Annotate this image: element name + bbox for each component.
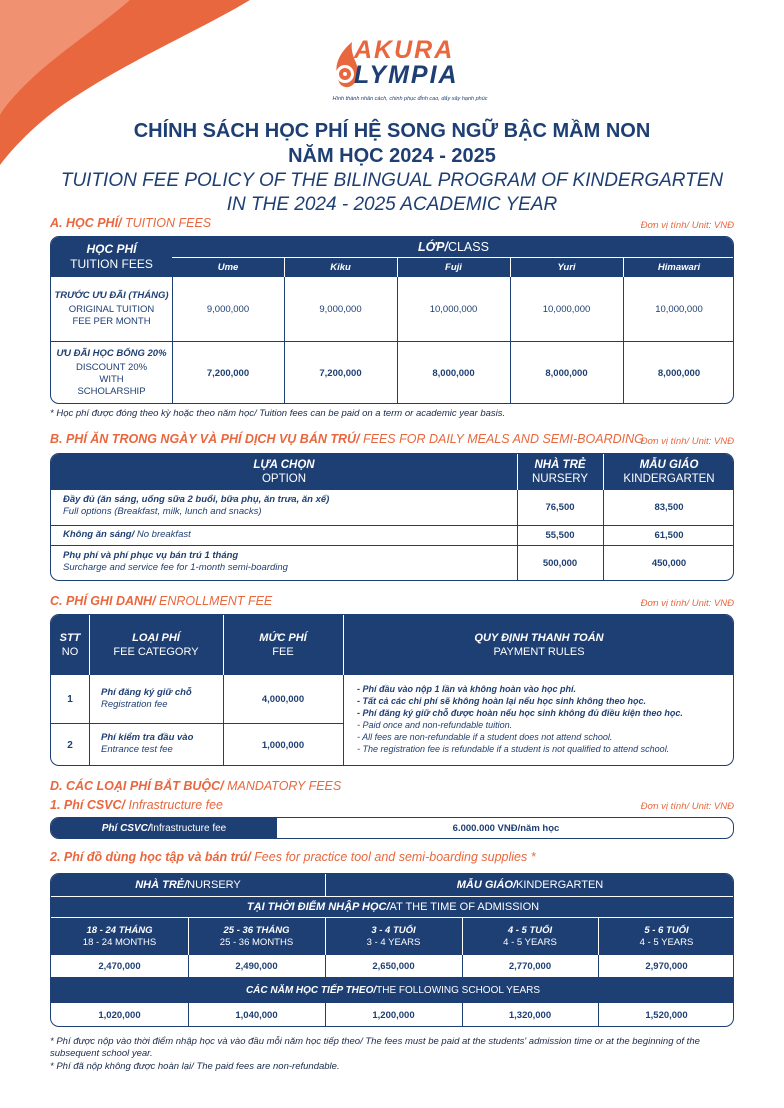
- divider: [89, 675, 90, 766]
- logo-tagline: Hình thành nhân cách, chinh phục đỉnh cao, dấy xây hạnh phúc: [332, 96, 488, 102]
- supplies-header-kinder: [325, 874, 734, 896]
- category-en: Registration fee: [101, 699, 168, 710]
- nursery-vi: NHÀ TRẺ/: [135, 879, 188, 891]
- section-a-title-en: TUITION FEES: [121, 216, 212, 230]
- class-header-en: CLASS: [447, 240, 489, 254]
- age-group: [188, 918, 325, 955]
- tuition-note: [50, 408, 505, 420]
- rule-vi: - Phí đầu vào nộp 1 lần và không hoàn vào học phí.: [357, 684, 577, 694]
- title-vi-line1: CHÍNH SÁCH HỌC PHÍ HỆ SONG NGỮ BẬC MẦM NON: [133, 120, 651, 142]
- rules-en: PAYMENT RULES: [493, 646, 585, 658]
- admission-fee-value: 2,970,000: [645, 960, 688, 972]
- infrastructure-subtitle: [50, 798, 223, 812]
- school-logo: [330, 34, 490, 110]
- category-en: Entrance test fee: [101, 744, 173, 755]
- divider: [325, 918, 326, 955]
- csvc-label-vi: Phí CSVC/: [101, 822, 151, 834]
- row-label-en: ORIGINAL TUITION FEE PER MONTH: [68, 304, 155, 327]
- header-fee: [223, 615, 343, 675]
- age-en: 4 - 5 YEARS: [503, 936, 557, 948]
- age-vi: 5 - 6 TUỔI: [644, 924, 689, 936]
- age-en: 3 - 4 YEARS: [366, 936, 421, 948]
- following-vi: CÁC NĂM HỌC TIẾP THEO/: [245, 984, 377, 996]
- following-fee-value: 1,020,000: [98, 1010, 141, 1021]
- fee-en: FEE: [272, 646, 294, 658]
- logo-text-bottom: LYMPIA: [354, 61, 459, 89]
- age-vi: 25 - 36 THÁNG: [223, 924, 290, 936]
- rule-en: - The registration fee is refundable if a student is not qualified to attend school.: [357, 744, 670, 754]
- fee-row-no: 1: [67, 693, 73, 705]
- divider: [284, 257, 285, 277]
- section-b-title: [50, 432, 644, 446]
- meal-price-nursery: 55,500: [545, 529, 575, 541]
- infrastructure-fee-row: [50, 817, 734, 839]
- rule-vi: - Tất cả các chi phí sẽ không hoàn lại nếu học sinh không theo học.: [357, 696, 647, 706]
- section-d-title: [50, 779, 341, 793]
- meal-price-kinder: 61,500: [654, 529, 684, 541]
- infrastructure-fee-label: [51, 818, 277, 838]
- meals-header-kinder: [603, 454, 734, 490]
- option-en: OPTION: [261, 473, 307, 485]
- meal-option-full: [63, 494, 513, 518]
- no-vi: STT: [59, 632, 81, 644]
- title-en-line1: TUITION FEE POLICY OF THE BILINGUAL PROGRAM OF KINDERGARTEN: [60, 170, 724, 191]
- unit-label-b: Đơn vị tính/ Unit: VNĐ: [640, 436, 734, 447]
- tuition-value: 10,000,000: [429, 303, 478, 315]
- category-vi: Phí kiểm tra đầu vào: [101, 732, 194, 743]
- no-en: NO: [61, 646, 79, 658]
- divider: [89, 615, 90, 675]
- rules-vi: QUY ĐỊNH THANH TOÁN: [474, 632, 604, 644]
- admission-fee-value: 2,470,000: [98, 960, 141, 972]
- divider: [603, 454, 604, 490]
- unit-label-d: Đơn vị tính/ Unit: VNĐ: [640, 801, 734, 812]
- title-vi-line2: NĂM HỌC 2024 - 2025: [288, 145, 496, 167]
- meals-table: [50, 453, 734, 581]
- meal-option-vi: Phụ phí và phí phục vụ bán trú 1 tháng: [63, 550, 239, 561]
- footnote-non-refundable: [50, 1061, 734, 1073]
- payment-rules: [357, 683, 731, 755]
- section-c-title: [50, 594, 272, 608]
- meal-price-nursery: 76,500: [545, 502, 575, 513]
- following-fee-value: 1,200,000: [372, 1010, 415, 1021]
- tuition-value: 7,200,000: [319, 367, 362, 379]
- footnote-vi: * Phí được nộp vào thời điểm nhập học và vào đầu mỗi năm học tiếp theo/: [50, 1036, 363, 1047]
- section-a-title: [50, 216, 211, 230]
- tuition-value: 7,200,000: [206, 367, 250, 379]
- tuition-value: 10,000,000: [542, 303, 591, 315]
- tuition-value: 9,000,000: [206, 303, 250, 315]
- row-label-en: DISCOUNT 20% WITH SCHOLARSHIP: [75, 362, 148, 397]
- unit-label-a: Đơn vị tính/ Unit: VNĐ: [640, 220, 734, 231]
- divider: [188, 918, 189, 955]
- tuition-header-label: [51, 237, 172, 277]
- admission-fee-value: 2,650,000: [372, 960, 415, 972]
- header-rules: [343, 615, 734, 675]
- section-b-title-en: FEES FOR DAILY MEALS AND SEMI-BOARDING: [359, 432, 644, 446]
- kinder-en: KINDERGARTEN: [516, 879, 604, 891]
- divider: [517, 454, 518, 490]
- option-vi: LỰA CHỌN: [253, 459, 315, 471]
- header-no: [51, 615, 89, 675]
- meal-option-vi: Đầy đủ (ăn sáng, uống sữa 2 buổi, bữa phụ, ăn trưa, ăn xế): [63, 494, 330, 505]
- age-en: 25 - 36 MONTHS: [219, 936, 294, 948]
- note-vi: * Học phí được đóng theo kỳ hoặc theo năm học/: [50, 408, 257, 419]
- header-category: [89, 615, 223, 675]
- divider: [397, 257, 398, 277]
- sub2-vi: 2. Phí đồ dùng học tập và bán trú/: [50, 850, 251, 864]
- age-en: 4 - 5 YEARS: [639, 936, 694, 948]
- following-fee-value: 1,040,000: [235, 1010, 278, 1021]
- age-group: [462, 918, 598, 955]
- sub1-vi: 1. Phí CSVC/: [50, 798, 126, 812]
- sub1-en: Infrastructure fee: [125, 798, 223, 812]
- meal-option-en: Surcharge and service fee for 1-month semi-boarding: [63, 562, 288, 573]
- nursery-en: NURSERY: [187, 879, 241, 891]
- section-c-title-vi: C. PHÍ GHI DANH/: [50, 594, 156, 608]
- tuition-row-discount: [51, 341, 172, 404]
- enrollment-table: [50, 614, 734, 766]
- category-vi: Phí đăng ký giữ chỗ: [101, 687, 192, 698]
- meals-header: [51, 454, 734, 490]
- meal-price-kinder: 83,500: [654, 502, 684, 513]
- kinder-en: KINDERGARTEN: [623, 473, 715, 485]
- kinder-vi: MẪU GIÁO: [639, 459, 699, 471]
- admission-en: AT THE TIME OF ADMISSION: [389, 901, 540, 913]
- admission-fee-value: 2,490,000: [235, 960, 278, 972]
- age-en: 18 - 24 MONTHS: [82, 936, 157, 948]
- meals-header-option: [51, 454, 517, 490]
- nursery-vi: NHÀ TRẺ: [534, 459, 586, 471]
- divider: [223, 615, 224, 675]
- class-name: Himawari: [657, 261, 701, 273]
- class-header-vi: LỚP/: [418, 240, 448, 254]
- section-d-title-vi: D. CÁC LOẠI PHÍ BẮT BUỘC/: [50, 779, 224, 793]
- admission-header: [51, 897, 734, 917]
- following-years-header: [51, 977, 734, 1003]
- class-name: Yuri: [557, 261, 576, 273]
- class-header: [172, 237, 734, 277]
- age-group: [51, 918, 188, 955]
- following-fee-value: 1,520,000: [645, 1010, 688, 1021]
- admission-vi: TẠI THỜI ĐIỂM NHẬP HỌC/: [246, 901, 390, 913]
- infrastructure-fee-value: 6.000.000 VNĐ/năm học: [452, 822, 560, 834]
- row-label-vi: ƯU ĐÃI HỌC BỔNG 20%: [56, 348, 167, 359]
- fee-row-amount: 1,000,000: [261, 739, 305, 751]
- divider: [343, 615, 344, 675]
- fee-row-category: [101, 732, 221, 756]
- rule-en: - All fees are non-refundable if a student does not attend school.: [357, 732, 613, 742]
- tuition-header-vi: HỌC PHÍ: [86, 242, 137, 256]
- divider: [325, 874, 326, 896]
- meals-header-nursery: [517, 454, 603, 490]
- footnote-payment-time: [50, 1036, 734, 1060]
- fee-vi: MỨC PHÍ: [259, 632, 307, 644]
- row-label-vi: TRƯỚC ƯU ĐÃI (THÁNG): [54, 290, 169, 301]
- enrollment-header: [51, 615, 734, 675]
- section-c-title-en: ENROLLMENT FEE: [155, 594, 273, 608]
- rule-en: - Paid once and non-refundable tuition.: [357, 720, 513, 730]
- tuition-table: [50, 236, 734, 404]
- divider: [510, 257, 511, 277]
- logo-text-top: AKURA: [354, 36, 455, 64]
- age-group: [325, 918, 462, 955]
- meal-price-nursery: 500,000: [542, 558, 578, 569]
- category-vi: LOẠI PHÍ: [132, 632, 180, 644]
- class-name: Fuji: [445, 261, 462, 273]
- age-vi: 3 - 4 TUỔI: [371, 924, 416, 936]
- footnote-vi: * Phí đã nộp không được hoàn lại/: [50, 1061, 194, 1072]
- tuition-row-original: [51, 277, 172, 341]
- fee-row-no: 2: [67, 739, 73, 751]
- supplies-subtitle: [50, 850, 536, 864]
- age-vi: 4 - 5 TUỔI: [507, 924, 553, 936]
- footnote-en: The fees must be paid at the students' admission time or at the beginning of the subsequent school year.: [50, 1036, 700, 1059]
- class-header-label: [172, 237, 734, 257]
- meal-option-vi: Không ăn sáng/: [63, 529, 135, 540]
- section-a-title-vi: A. HỌC PHÍ/: [50, 216, 122, 230]
- rule-vi: - Phí đăng ký giữ chỗ được hoàn nếu học sinh không đủ điều kiện theo học.: [357, 708, 683, 718]
- tuition-value: 8,000,000: [657, 367, 701, 379]
- note-en: Tuition fees can be paid on a term or academic year basis.: [256, 408, 506, 419]
- age-vi: 18 - 24 THÁNG: [86, 924, 153, 936]
- tuition-header-left: [51, 237, 172, 277]
- csvc-label-en: Infrastructure fee: [150, 822, 227, 834]
- supplies-header-nursery: [51, 874, 325, 896]
- divider: [343, 675, 344, 766]
- title-en-line2: IN THE 2024 - 2025 ACADEMIC YEAR: [226, 194, 558, 215]
- fee-row-category: [101, 687, 221, 711]
- tuition-header-en: TUITION FEES: [70, 257, 153, 271]
- supplies-table: [50, 873, 734, 1027]
- divider: [623, 257, 624, 277]
- tuition-value: 9,000,000: [319, 303, 362, 315]
- following-en: THE FOLLOWING SCHOOL YEARS: [376, 984, 541, 996]
- age-group: [598, 918, 734, 955]
- category-en: FEE CATEGORY: [113, 646, 199, 658]
- meal-option-en: Full options (Breakfast, milk, lunch and snacks): [63, 506, 262, 517]
- fee-row-amount: 4,000,000: [261, 693, 305, 705]
- meal-option-no-breakfast: [63, 529, 513, 541]
- unit-label-c: Đơn vị tính/ Unit: VNĐ: [640, 598, 734, 609]
- meal-price-kinder: 450,000: [651, 558, 687, 569]
- footnote-en: The paid fees are non-refundable.: [193, 1061, 340, 1072]
- meal-option-surcharge: [63, 550, 513, 574]
- kinder-vi: MẪU GIÁO/: [456, 879, 517, 891]
- divider: [462, 918, 463, 955]
- tuition-value: 8,000,000: [545, 367, 588, 379]
- tuition-value: 10,000,000: [655, 303, 703, 315]
- class-name: Ume: [217, 261, 239, 273]
- meal-option-en: No breakfast: [134, 529, 191, 540]
- following-fee-value: 1,320,000: [508, 1010, 552, 1021]
- sub2-en: Fees for practice tool and semi-boarding supplies *: [250, 850, 536, 864]
- class-name: Kiku: [330, 261, 351, 273]
- tuition-value: 8,000,000: [432, 367, 475, 379]
- section-d-title-en: MANDATORY FEES: [223, 779, 342, 793]
- nursery-en: NURSERY: [531, 473, 589, 485]
- divider: [598, 918, 599, 955]
- section-b-title-vi: B. PHÍ ĂN TRONG NGÀY VÀ PHÍ DỊCH VỤ BÁN TRÚ/: [50, 432, 360, 446]
- admission-fee-value: 2,770,000: [508, 960, 552, 972]
